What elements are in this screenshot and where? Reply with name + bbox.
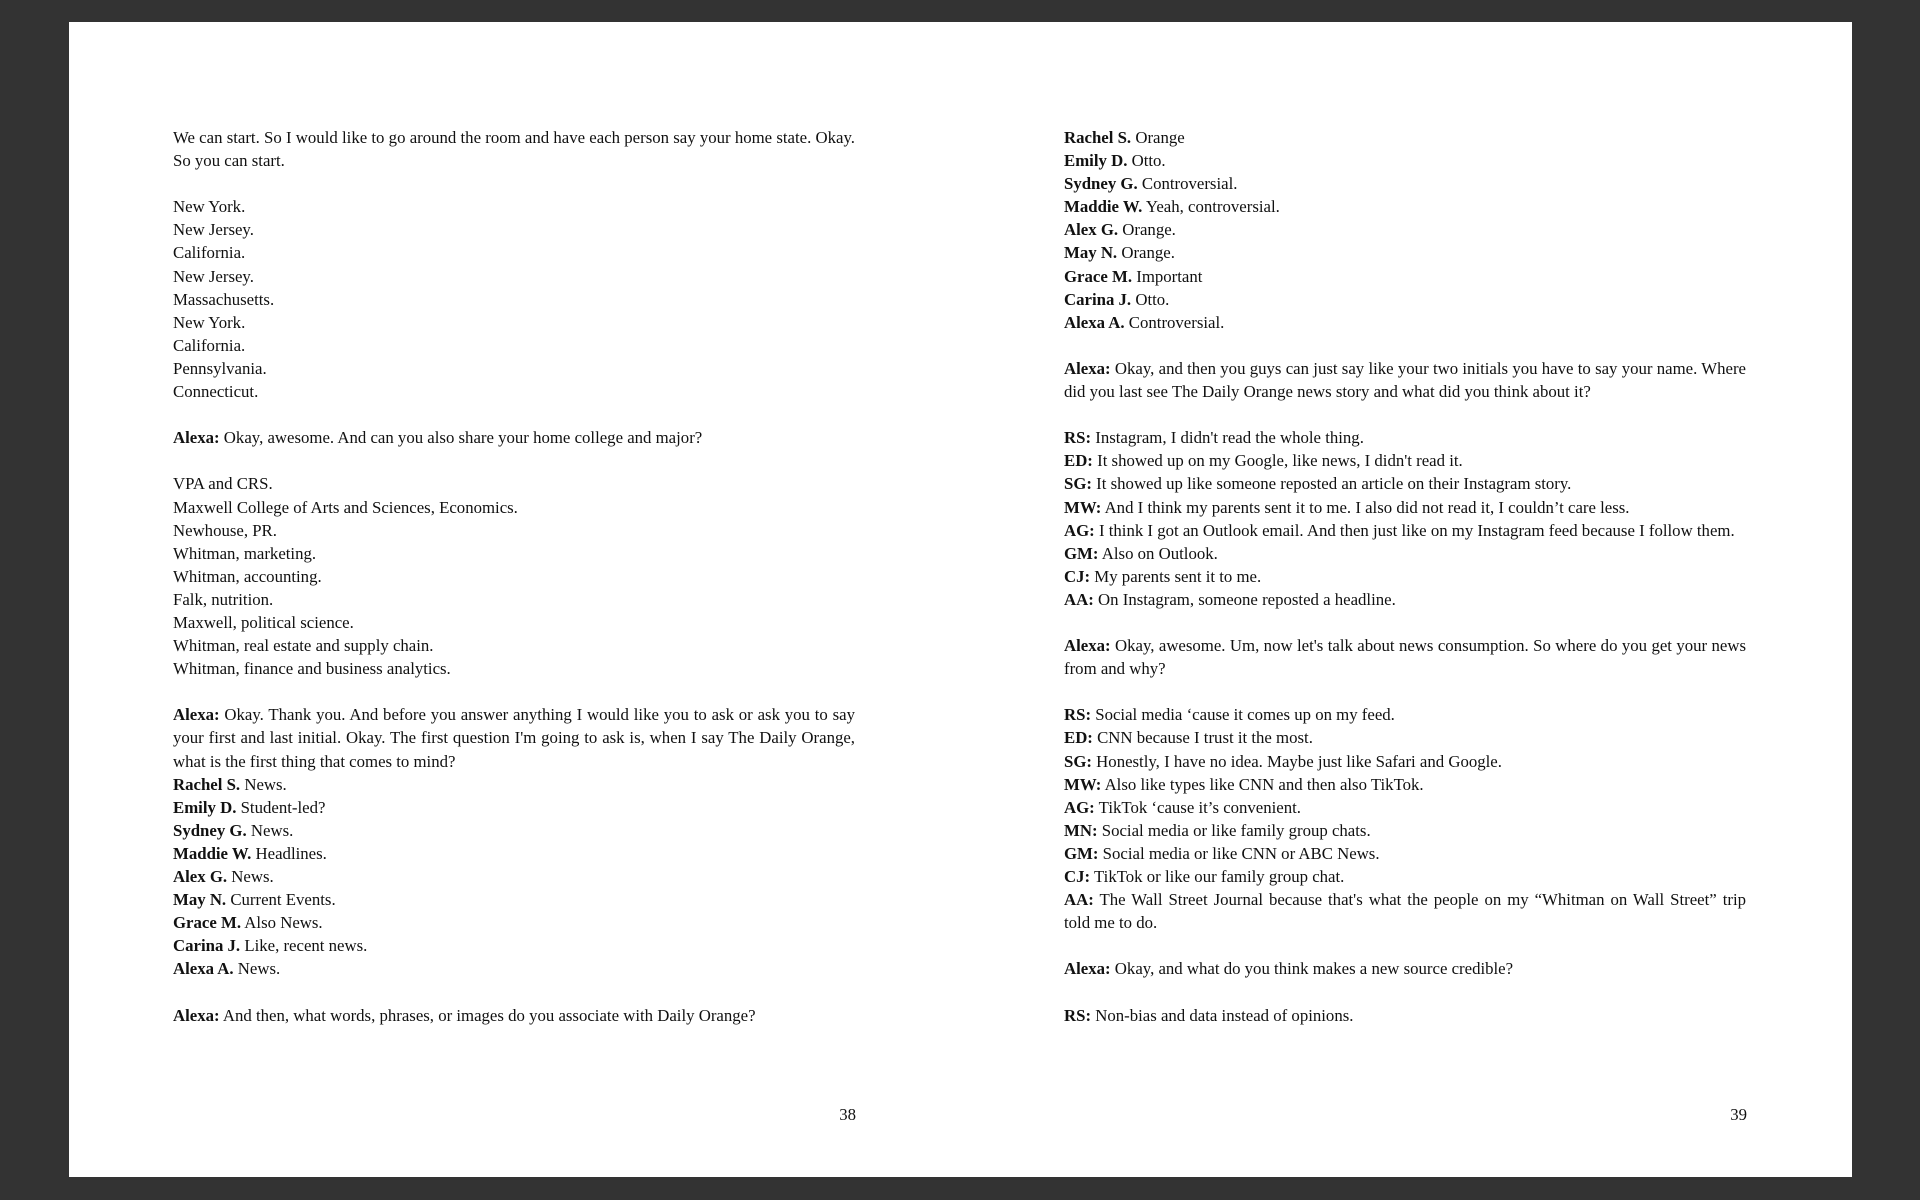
intro-paragraph: We can start. So I would like to go around the room and have each person say your home state. Okay. So you can start. (173, 128, 855, 171)
speaker-label: Alex G. (1064, 220, 1119, 240)
answer-line (1064, 311, 1746, 334)
speaker-label: Sydney G. (1064, 174, 1138, 194)
speaker-label: Alexa A. (173, 959, 234, 979)
major-line: VPA and CRS. (173, 474, 273, 494)
speaker-label: AA: (1064, 890, 1094, 910)
answer-text: Headlines. (251, 843, 327, 863)
speaker-label: CJ: (1064, 566, 1091, 586)
answer-text: Current Events. (226, 890, 336, 910)
answer-text: Controversial. (1124, 312, 1225, 332)
answer-text: Controversial. (1137, 174, 1238, 194)
answer-line (1064, 888, 1746, 934)
speaker-label: May N. (1064, 243, 1118, 263)
answer-line (1064, 265, 1746, 288)
answer-line (1064, 126, 1746, 149)
answer-text: Important (1132, 266, 1203, 286)
speaker-label: May N. (173, 890, 227, 910)
answer-text: Social media or like CNN or ABC News. (1098, 843, 1380, 863)
state-line: New York. (173, 312, 246, 332)
answer-text: I think I got an Outlook email. And then just like on my Instagram feed because I follow them. (1094, 520, 1735, 540)
answer-line (1064, 796, 1746, 819)
major-line: Whitman, marketing. (173, 543, 317, 563)
question-credible (1064, 957, 1746, 980)
speaker-label: Emily D. (1064, 151, 1128, 171)
state-line: New Jersey. (173, 220, 254, 240)
state-line: New Jersey. (173, 266, 254, 286)
page-number-left: 38 (839, 1105, 856, 1124)
speaker-label: Grace M. (173, 913, 242, 933)
major-line: Maxwell College of Arts and Sciences, Economics. (173, 497, 518, 517)
answer-text: Also like types like CNN and then also TikTok. (1101, 774, 1424, 794)
state-line: Massachusetts. (173, 289, 275, 309)
answer-text: Social media or like family group chats. (1097, 820, 1371, 840)
speaker-label: Carina J. (173, 936, 241, 956)
answer-text: Also News. (241, 913, 323, 933)
answer-line (1064, 842, 1746, 865)
answer-text: Like, recent news. (240, 936, 368, 956)
answer-text: News. (246, 820, 294, 840)
speaker-label: Sydney G. (173, 820, 247, 840)
speaker-label: Maddie W. (1064, 197, 1143, 217)
question-words (173, 1004, 855, 1027)
speaker-label: Carina J. (1064, 289, 1132, 309)
page-number-right: 39 (1730, 1105, 1747, 1124)
speaker-label: Alexa: (1064, 959, 1111, 979)
speaker-label: Alexa: (173, 428, 220, 448)
answer-line (1064, 149, 1746, 172)
answer-text: Student-led? (236, 797, 326, 817)
answer-line (1064, 773, 1746, 796)
major-line: Whitman, finance and business analytics. (173, 659, 451, 679)
speaker-label: GM: (1064, 843, 1099, 863)
answer-text: Otto. (1131, 289, 1170, 309)
major-line: Newhouse, PR. (173, 520, 277, 540)
answer-line (1064, 195, 1746, 218)
speaker-label: AA: (1064, 589, 1094, 609)
answer-text: Social media ‘cause it comes up on my feed. (1091, 705, 1395, 725)
question-text: And then, what words, phrases, or images do you associate with Daily Orange? (219, 1005, 756, 1025)
answer-line (1064, 542, 1746, 565)
left-page-text (173, 126, 855, 1027)
answer-text: My parents sent it to me. (1090, 566, 1262, 586)
question-first-thing (173, 703, 855, 772)
answer-line (173, 796, 855, 819)
state-line: Connecticut. (173, 382, 259, 402)
answer-text: News. (240, 774, 287, 794)
state-line: California. (173, 243, 246, 263)
answer-text: TikTok or like our family group chat. (1090, 867, 1345, 886)
document-spread (69, 22, 1852, 1177)
answer-text: The Wall Street Journal because that's what the people on my “Whitman on Wall Street” trip told me to do. (1064, 890, 1746, 933)
answer-line (1064, 288, 1746, 311)
speaker-label: Grace M. (1064, 266, 1133, 286)
answer-line (1064, 726, 1746, 749)
speaker-label: Alexa: (173, 705, 220, 725)
answer-line (173, 934, 855, 957)
speaker-label: MW: (1064, 497, 1102, 517)
speaker-label: MN: (1064, 820, 1098, 840)
speaker-label: Alexa: (1064, 358, 1111, 378)
answer-line (1064, 865, 1746, 888)
right-page-text (1064, 126, 1746, 1027)
major-line: Whitman, real estate and supply chain. (173, 636, 434, 656)
answer-line (1064, 472, 1746, 495)
answer-text: Orange. (1117, 243, 1175, 263)
answer-text: News. (233, 959, 281, 979)
answer-line (1064, 588, 1746, 611)
answer-line (1064, 426, 1746, 449)
state-line: California. (173, 335, 246, 355)
speaker-label: Alexa A. (1064, 312, 1125, 332)
state-line: Pennsylvania. (173, 358, 267, 378)
answer-text: And I think my parents sent it to me. I also did not read it, I couldn’t care less. (1101, 497, 1630, 517)
answer-line (173, 957, 855, 980)
answer-text: It showed up like someone reposted an article on their Instagram story. (1091, 474, 1572, 494)
speaker-label: Alexa: (1064, 636, 1111, 656)
speaker-label: ED: (1064, 451, 1093, 471)
answer-line (173, 773, 855, 796)
speaker-label: Rachel S. (173, 774, 241, 794)
question-text: Okay, awesome. And can you also share your home college and major? (219, 428, 703, 448)
answer-line (1064, 703, 1746, 726)
major-line: Whitman, accounting. (173, 566, 322, 586)
answer-text: Orange (1131, 128, 1185, 147)
speaker-label: Maddie W. (173, 843, 252, 863)
question-text: Okay, and then you guys can just say like your two initials you have to say your name. Where did you last see The Daily Orange news story and what did you think about it? (1064, 358, 1746, 402)
answer-text: CNN because I trust it the most. (1092, 728, 1313, 748)
answer-text: Non-bias and data instead of opinions. (1091, 1005, 1354, 1025)
question-college (173, 426, 855, 449)
speaker-label: Rachel S. (1064, 128, 1132, 147)
answer-text: Instagram, I didn't read the whole thing. (1091, 428, 1364, 448)
answer-line (1064, 565, 1746, 588)
speaker-label: SG: (1064, 474, 1092, 494)
answer-line (1064, 172, 1746, 195)
answer-line (1064, 241, 1746, 264)
speaker-label: AG: (1064, 797, 1095, 817)
answer-text: Yeah, controversial. (1142, 197, 1280, 217)
speaker-label: SG: (1064, 751, 1092, 771)
answer-line (1064, 519, 1746, 542)
answer-text: On Instagram, someone reposted a headline. (1093, 589, 1396, 609)
speaker-label: GM: (1064, 543, 1099, 563)
speaker-label: Emily D. (173, 797, 237, 817)
answer-text: TikTok ‘cause it’s convenient. (1094, 797, 1302, 817)
answer-text: Otto. (1127, 151, 1166, 171)
answer-line (1064, 496, 1746, 519)
speaker-label: RS: (1064, 1005, 1092, 1025)
answer-line (173, 865, 855, 888)
major-line: Falk, nutrition. (173, 589, 274, 609)
speaker-label: RS: (1064, 428, 1092, 448)
question-text: Okay. Thank you. And before you answer anything I would like you to ask or ask you to say your first and last initial. Okay. The first question I'm going to ask is, when I say The Daily Orange, what is the first thing that comes to mind? (173, 705, 855, 771)
answer-line (173, 888, 855, 911)
answer-line (173, 819, 855, 842)
answer-line (1064, 1004, 1746, 1027)
answer-text: Also on Outlook. (1098, 543, 1218, 563)
speaker-label: Alexa: (173, 1005, 220, 1025)
question-text: Okay, and what do you think makes a new source credible? (1110, 959, 1514, 979)
question-text: Okay, awesome. Um, now let's talk about news consumption. So where do you get your news from and why? (1064, 636, 1746, 679)
answer-line (173, 842, 855, 865)
answer-line (1064, 218, 1746, 241)
answer-text: News. (227, 867, 274, 886)
answer-text: It showed up on my Google, like news, I didn't read it. (1092, 451, 1463, 471)
answer-text: Orange. (1118, 220, 1176, 240)
state-line: New York. (173, 197, 246, 217)
answer-line (1064, 449, 1746, 472)
speaker-label: ED: (1064, 728, 1093, 748)
speaker-label: Alex G. (173, 867, 228, 886)
question-where-seen (1064, 357, 1746, 403)
question-consumption (1064, 634, 1746, 680)
speaker-label: AG: (1064, 520, 1095, 540)
answer-line (1064, 750, 1746, 773)
major-line: Maxwell, political science. (173, 612, 354, 632)
speaker-label: CJ: (1064, 867, 1091, 886)
answer-line (1064, 819, 1746, 842)
answer-line (173, 911, 855, 934)
speaker-label: RS: (1064, 705, 1092, 725)
speaker-label: MW: (1064, 774, 1102, 794)
answer-text: Honestly, I have no idea. Maybe just like Safari and Google. (1091, 751, 1502, 771)
